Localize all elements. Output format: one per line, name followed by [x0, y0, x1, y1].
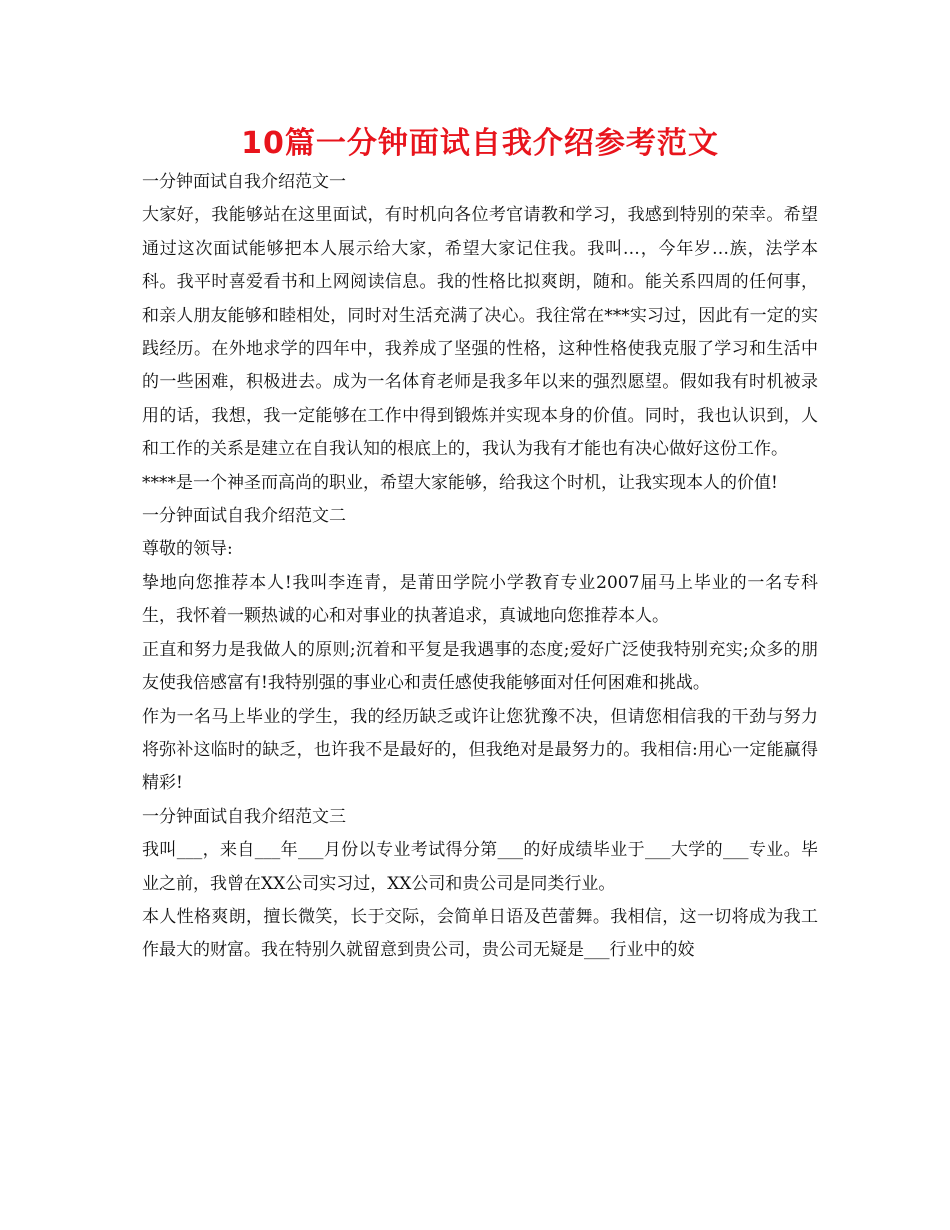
section-heading-3: 一分钟面试自我介绍范文三: [142, 806, 346, 827]
paragraph: 正直和努力是我做人的原则;沉着和平复是我遇事的态度;爱好广泛使我特别充实;众多的朋友使我倍感富有!我特别强的事业心和责任感使我能够面对任何困难和挑战。: [142, 639, 818, 694]
section-heading-1: 一分钟面试自我介绍范文一: [142, 172, 346, 192]
document-title: 10篇一分钟面试自我介绍参考范文: [241, 126, 719, 161]
paragraph: ****是一个神圣而高尚的职业，希望大家能够，给我这个时机，让我实现本人的价值!: [142, 472, 778, 493]
section-heading-2: 一分钟面试自我介绍范文二: [142, 506, 346, 527]
paragraph: 大家好，我能够站在这里面试，有时机向各位考官请教和学习，我感到特别的荣幸。希望通过这次面试能够把本人展示给大家，希望大家记住我。我叫…，今年岁…族，法学本科。我平时喜爱看书和上网阅读信息。我的性格比拟爽朗，随和。能关系四周的任何事，和亲人朋友能够和睦相处，同时对生活充满了决心。我往常在***实习过，因此有一定的实践经历。在外地求学的四年中，我养成了坚强的性格，这种性格使我克服了学习和生活中的一些困难，积极进去。成为一名体育老师是我多年以来的强烈愿望。假如我有时机被录用的话，我想，我一定能够在工作中得到锻炼并实现本身的价值。同时，我也认识到，人和工作的关系是建立在自我认知的根底上的，我认为我有才能也有决心做好这份工作。: [142, 205, 818, 460]
document-body: [142, 166, 818, 968]
document-page: [142, 122, 818, 968]
paragraph: 挚地向您推荐本人!我叫李连青，是莆田学院小学教育专业2007届马上毕业的一名专科生，我怀着一颗热诚的心和对事业的执著追求，真诚地向您推荐本人。: [142, 572, 818, 627]
salutation: 尊敬的领导:: [142, 539, 233, 560]
paragraph: 我叫___，来自___年___月份以专业考试得分第___的好成绩毕业于___大学的___专业。毕业之前，我曾在XX公司实习过，XX公司和贵公司是同类行业。: [142, 840, 818, 894]
paragraph: 作为一名马上毕业的学生，我的经历缺乏或许让您犹豫不决，但请您相信我的干劲与努力将弥补这临时的缺乏，也许我不是最好的，但我绝对是最努力的。我相信:用心一定能赢得精彩!: [142, 706, 818, 794]
paragraph: 本人性格爽朗，擅长微笑，长于交际，会简单日语及芭蕾舞。我相信，这一切将成为我工作最大的财富。我在特别久就留意到贵公司，贵公司无疑是___行业中的姣: [142, 906, 818, 961]
